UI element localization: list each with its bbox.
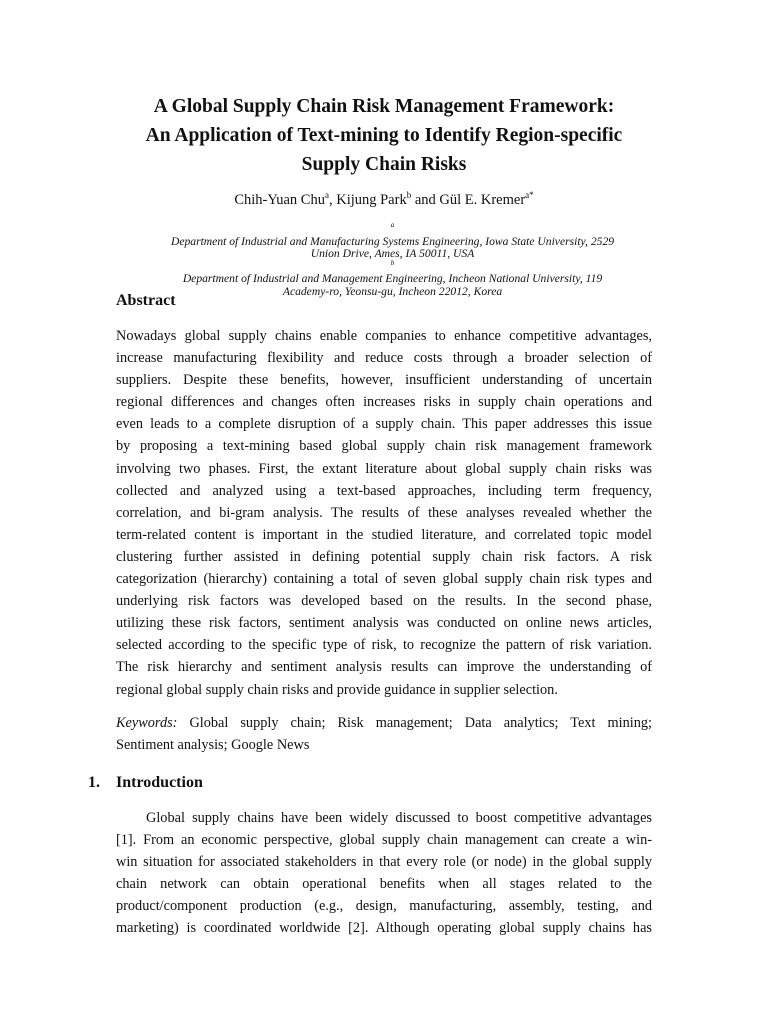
abstract-line: by proposing a text-mining based global supply chain risk management framework: [116, 438, 652, 455]
affiliations: [130, 223, 655, 298]
abstract-line: even leads to a complete disruption of a supply chain. This paper addresses this issue: [116, 416, 652, 433]
abstract-line: increase manufacturing flexibility and reduce costs through a broader selection of: [116, 350, 652, 367]
abstract-heading: Abstract: [116, 292, 176, 309]
keywords-line-2: Sentiment analysis; Google News: [116, 737, 310, 754]
keywords-label: Keywords:: [116, 715, 178, 731]
intro-line: chain network can obtain operational benefits when all stages related to the: [116, 876, 652, 893]
corresponding-author-mark: *: [529, 190, 534, 201]
intro-line: product/component production (e.g., design, manufacturing, assembly, testing, and: [116, 898, 652, 915]
author-3-affil-mark: [525, 190, 534, 200]
introduction-body: [116, 807, 652, 940]
author-separator: ,: [328, 192, 337, 208]
abstract-line: suppliers. Despite these benefits, however, insufficient understanding of uncertain: [116, 372, 652, 389]
section-title: Introduction: [116, 774, 203, 791]
affiliation-a-text: Department of Industrial and Manufacturing Systems Engineering, Iowa State University, 2529: [170, 234, 615, 248]
affiliation-a-line-1: [130, 223, 655, 248]
affiliation-b-text: Department of Industrial and Management Engineering, Incheon National University, 119: [182, 272, 603, 285]
affiliation-b-line-1: [130, 258, 655, 286]
abstract-line: Nowadays global supply chains enable companies to enhance competitive advantages,: [116, 328, 652, 344]
abstract-line: correlation, and bi-gram analysis. The results of these analyses revealed whether the: [116, 504, 652, 521]
title-line-2: An Application of Text-mining to Identify Region-specific: [145, 125, 623, 146]
author-separator: and: [411, 192, 440, 208]
abstract-line: selected according to the specific type of risk, to recognize the pattern of risk variation.: [116, 637, 652, 654]
paper-title: [110, 92, 658, 179]
introduction-heading: [88, 773, 203, 793]
author-1: Chih-Yuan Chu: [234, 192, 325, 208]
keywords-list: Global supply chain; Risk management; Data analytics; Text mining;: [177, 715, 652, 731]
intro-line: Global supply chains have been widely discussed to boost competitive advantages: [146, 810, 652, 826]
affiliation-a-mark: a: [390, 221, 395, 230]
abstract-line: term-related content is important in the studied literature, and correlated topic model: [116, 526, 652, 543]
abstract-line: regional differences and changes often increases risks in supply chain operations and: [116, 394, 652, 411]
author-list: [110, 190, 658, 210]
abstract-line: utilizing these risk factors, sentiment analysis was conducted on online news articles,: [116, 615, 652, 632]
author-1-affil-mark: a: [324, 190, 329, 201]
abstract-line: The risk hierarchy and sentiment analysis results can improve the understanding of: [116, 659, 652, 676]
section-number: 1.: [88, 774, 100, 791]
intro-line: [1]. From an economic perspective, global supply chain management can create a win-: [116, 832, 652, 849]
author-2-affil-mark: b: [406, 190, 412, 201]
affiliation-a-line-2: Union Drive, Ames, IA 50011, USA: [310, 247, 475, 260]
affiliation-b-line-2: Academy-ro, Yeonsu-gu, Incheon 22012, Korea: [282, 284, 503, 298]
abstract-line: clustering further assisted in defining potential supply chain risk factors. A risk: [116, 548, 652, 565]
author-2: Kijung Park: [336, 192, 407, 208]
title-line-3: Supply Chain Risks: [301, 154, 467, 175]
author-3: Gül E. Kremer: [439, 192, 526, 208]
abstract-line: collected and analyzed using a text-based approaches, including term frequency,: [116, 482, 652, 499]
abstract-line: regional global supply chain risks and provide guidance in supplier selection.: [116, 681, 558, 698]
affiliation-b-mark: b: [390, 258, 395, 267]
intro-line: marketing) is coordinated worldwide [2]. Although operating global supply chains has: [116, 920, 652, 937]
abstract-line: involving two phases. First, the extant literature about global supply chain risks was: [116, 460, 652, 477]
title-line-1: A Global Supply Chain Risk Management Framework:: [153, 96, 615, 117]
intro-line: win situation for associated stakeholders in that every role (or node) in the global supply: [116, 854, 652, 871]
abstract-body: [116, 325, 652, 701]
abstract-line: categorization (hierarchy) containing a total of seven global supply chain risk types and: [116, 571, 652, 588]
keywords-line-1: [116, 712, 652, 734]
abstract-line: underlying risk factors was developed based on the results. In the second phase,: [116, 593, 652, 610]
keywords: [116, 712, 652, 756]
author-3-affil-letter: a: [525, 190, 530, 201]
